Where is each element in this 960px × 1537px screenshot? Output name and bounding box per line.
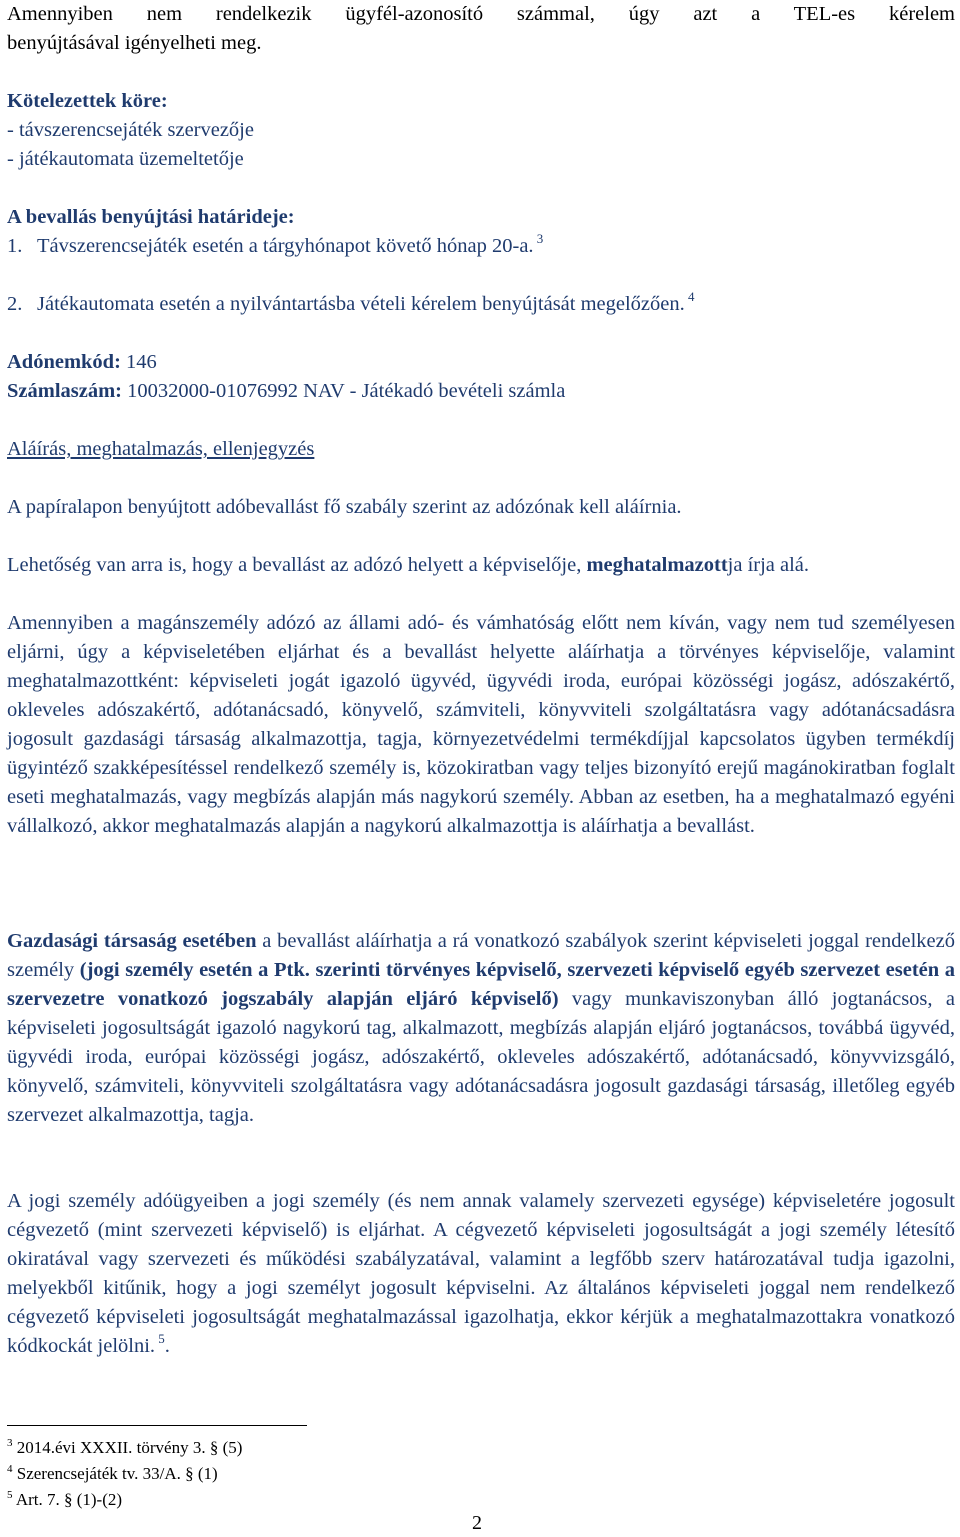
footnote-ref-5: 5 — [158, 1331, 165, 1346]
footnote-4-number: 4 — [7, 1463, 13, 1475]
paragraph-4 — [7, 927, 955, 1130]
intro-line-1: Amennyiben nem rendelkezik ügyfél-azonosító számmal, úgy azt a TEL-es kérelem — [7, 3, 955, 25]
deadline-item-1 — [7, 232, 955, 261]
footnote-5 — [7, 1488, 122, 1511]
obligated-heading: Kötelezettek köre: — [7, 90, 168, 112]
footnote-ref-4: 4 — [688, 289, 695, 304]
paragraph-2-end: ja írja alá. — [727, 554, 810, 576]
paragraph-5 — [7, 1187, 955, 1361]
footnote-4-text: Szerencsejáték tv. 33/A. § (1) — [16, 1464, 218, 1483]
paragraph-4-bold-1: Gazdasági társaság esetében — [7, 930, 257, 952]
paragraph-4-text-2: vagy munkaviszonyban álló jogtanácsos, a képviseleti jogosultságát igazoló nagykorú tag, alkalmazott, megbízás alapján eljáró jogtanácsos, továbbá ügyvéd, ügyvédi iroda, európai közösségi jogász, adószakértő, okleveles adószakértő, adótanácsadó, könyvvizsgáló, könyvelő, számviteli, könyvviteli szolgáltatásra vagy adótanácsadásra jogosult gazdasági társaság, illetőleg egyéb szervezet alkalmazottja, tagja. — [7, 988, 955, 1126]
footnote-4 — [7, 1462, 218, 1485]
footnote-3-number: 3 — [7, 1437, 13, 1449]
deadline-item-2-number: 2. — [7, 293, 23, 315]
intro-line-2: benyújtásával igényelheti meg. — [7, 32, 262, 54]
paragraph-2-text: Lehetőség van arra is, hogy a bevallást az adózó helyett a képviselője, — [7, 554, 582, 576]
account-label: Számlaszám: — [7, 380, 123, 402]
deadline-heading: A bevallás benyújtási határideje: — [7, 206, 295, 228]
footnote-3 — [7, 1436, 242, 1459]
footnote-ref-3: 3 — [536, 231, 544, 246]
paragraph-2 — [7, 551, 955, 580]
tax-code-value: 146 — [126, 351, 157, 373]
footnote-3-text: 2014.évi XXXII. törvény 3. § (5) — [16, 1438, 243, 1457]
footnote-separator — [7, 1425, 307, 1426]
paragraph-4-bold-2: (jogi személy esetén a Ptk. szerinti törvényes képviselő, szervezeti képviselő egyéb szervezet esetén a szervezetre vonatkozó jogszabály alapján eljáró képviselő) — [7, 959, 956, 1010]
section-title: Aláírás, meghatalmazás, ellenjegyzés — [7, 438, 315, 460]
obligated-item-2: - játékautomata üzemeltetője — [7, 148, 244, 170]
account-value: 10032000-01076992 NAV - Játékadó bevételi számla — [127, 380, 566, 402]
paragraph-5-text: A jogi személy adóügyeiben a jogi személy (és nem annak valamely szervezeti egysége) képviseletére jogosult cégvezető (mint szervezeti képviselő) is eljárhat. A cégvezető képviseleti jogosultságát a jogi személy létesítő okiratával vagy szervezeti és működési szabályzatával, valamint a legfőbb szerv határozatával tudja igazolni, melyekből kitűnik, hogy a jogi személyt jogosult képviselni. Az általános képviseleti joggal nem rendelkező cégvezető képviseleti jogosultságát meghatalmazással igazolhatja, ekkor kérjük a meghatalmazottakra vonatkozó kódkockát jelölni. — [7, 1190, 955, 1357]
paragraph-4-text-1: a bevallást aláírhatja a rá vonatkozó szabályok szerint képviseleti joggal rendelkező személy — [7, 930, 955, 981]
deadline-item-1-number: 1. — [7, 235, 23, 257]
paragraph-3: Amennyiben a magánszemély adózó az állami adó- és vámhatóság előtt nem kíván, vagy nem tud személyesen eljárni, úgy a képviseletében eljárhat és a bevallást helyette aláírhatja a törvényes képviselője, valamint meghatalmazottként: képviseleti jogát igazoló ügyvéd, ügyvédi iroda, európai közösségi jogász, adószakértő, okleveles adószakértő, adótanácsadó, könyvelő, számviteli, könyvviteli szolgáltatásra vagy adótanácsadásra jogosult gazdasági társaság alkalmazottja, tagja, környezetvédelmi termékdíjjal kapcsolatos ügyben termékdíj ügyintéző szakképesítéssel rendelkező személy is, közokiratban vagy teljes bizonyító erejű magánokiratban foglalt eseti meghatalmazás, vagy megbízás alapján más nagykorú személy. Abban az esetben, ha a meghatalmazó egyéni vállalkozó, akkor meghatalmazás alapján a nagykorú alkalmazottja is aláírhatja a bevallást. — [7, 612, 955, 837]
deadline-item-2-text: Játékautomata esetén a nyilvántartásba vételi kérelem benyújtását megelőzően. — [37, 293, 685, 315]
deadline-item-1-text: Távszerencsejáték esetén a tárgyhónapot követő hónap 20-a. — [37, 235, 534, 257]
deadline-item-2 — [7, 290, 955, 319]
footnote-5-number: 5 — [7, 1489, 13, 1501]
footnote-5-text: Art. 7. § (1)-(2) — [15, 1490, 123, 1509]
obligated-item-1: - távszerencsejáték szervezője — [7, 119, 254, 141]
paragraph-1: A papíralapon benyújtott adóbevallást fő szabály szerint az adózónak kell aláírnia. — [7, 496, 682, 518]
account-line — [7, 377, 955, 406]
tax-code-label: Adónemkód: — [7, 351, 121, 373]
paragraph-2-bold: meghatalmazott — [586, 554, 728, 576]
paragraph-5-end: . — [164, 1335, 170, 1357]
tax-code-line — [7, 348, 955, 377]
page-number: 2 — [472, 1512, 482, 1534]
